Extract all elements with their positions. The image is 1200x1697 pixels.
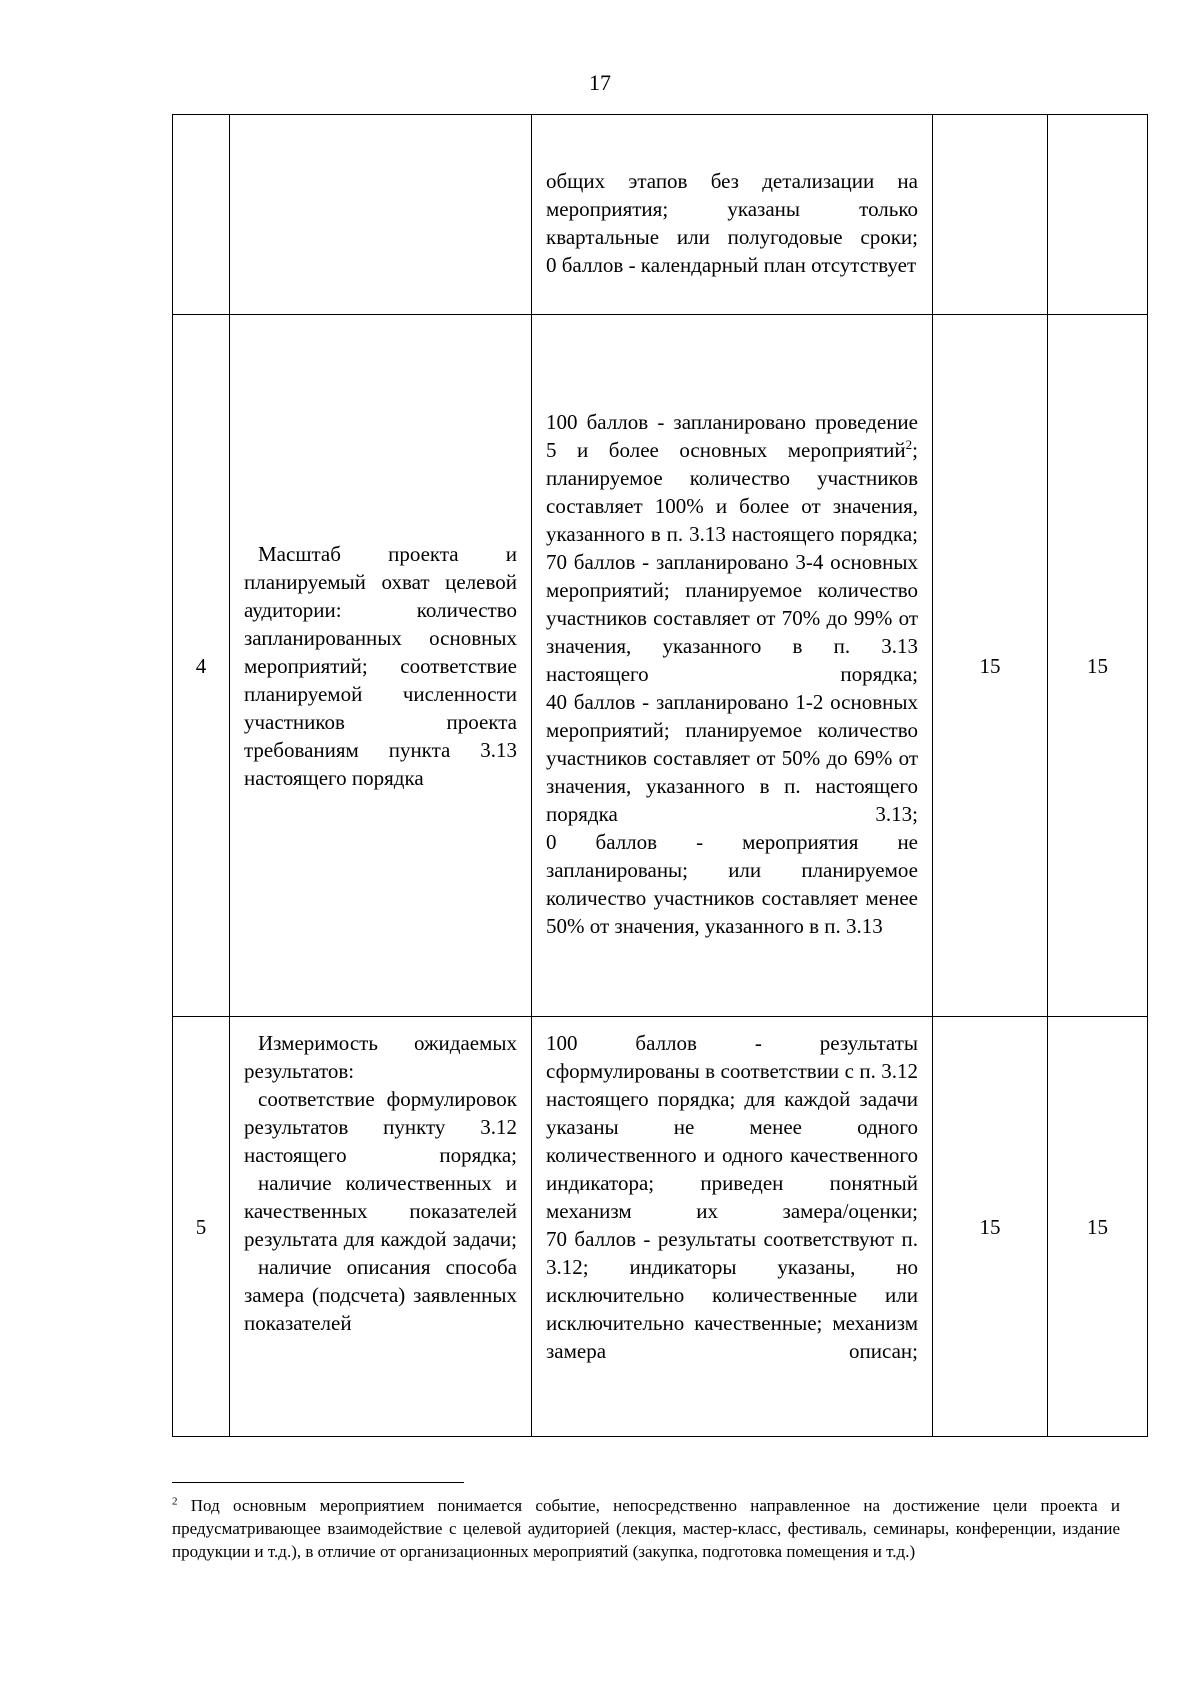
criterion-text: наличие количественных и качественных показателей результата для каждой задачи; [244,1171,517,1251]
max-points-cell: 15 [933,315,1048,1017]
description-paragraph: 100 баллов - результаты сформулированы в соответствии с п. 3.12 настоящего порядка; для каждой задачи указаны не менее одного количественного и одного качественного индикатора; приведен понятный механизм их замера/оценки; [546,1031,918,1223]
footnote-reference[interactable]: 2 [905,436,913,452]
description-paragraph: 70 баллов - результаты соответствуют п. 3.12; индикаторы указаны, но исключительно количественные или исключительно качественные; механизм замера описан; [546,1227,918,1363]
description-text: ; планируемое количество участников составляет 100% и более от значения, указанного в п. 3.13 настоящего порядка; [546,437,918,546]
criterion-text: Измеримость ожидаемых результатов: [244,1031,517,1083]
description-paragraph: 70 баллов - запланировано 3-4 основных мероприятий; планируемое количество участников составляет от 70% до 99% от значения, указанного в п. 3.13 настоящего порядка; [546,549,918,686]
description-text: 100 баллов - запланировано проведение 5 и более основных мероприятий [546,409,918,462]
criterion-text: соответствие формулировок результатов пункту 3.12 настоящего порядка; [244,1087,517,1167]
weight-cell [1048,115,1148,315]
max-points-cell [933,115,1048,315]
table-row [173,115,1148,315]
footnote [172,1494,1120,1563]
table-row [173,1017,1148,1437]
row-number: 5 [173,1017,230,1437]
weight-cell: 15 [1048,1017,1148,1437]
table-row [173,315,1148,1017]
description-paragraph: 0 баллов - мероприятия не запланированы; или планируемое количество участников составляет менее 50% от значения, указанного в п. 3.13 [546,829,918,938]
max-points-cell: 15 [933,1017,1048,1437]
description-cell [532,115,933,315]
criterion-cell [230,1017,532,1437]
footnote-text: Под основным мероприятием понимается событие, непосредственно направленное на достижение цели проекта и предусматривающее взаимодействие с целевой аудиторией (лекция, мастер-класс, фестиваль, семинары, конференции, издание продукции и т.д.), в отличие от организационных мероприятий (закупка, подготовка помещения и т.д.) [172,1496,1120,1561]
criterion-cell [230,315,532,1017]
criteria-table [172,114,1148,1437]
description-cell [532,315,933,1017]
page-number: 17 [589,70,611,95]
weight-cell: 15 [1048,315,1148,1017]
footnote-separator [172,1482,464,1483]
description-paragraph: 40 баллов - запланировано 1-2 основных мероприятий; планируемое количество участников составляет от 50% до 69% от значения, указанного в п. настоящего порядка 3.13; [546,689,918,826]
description-paragraph: 0 баллов - календарный план отсутствует [546,252,917,277]
description-paragraph: общих этапов без детализации на мероприятия; указаны только квартальные или полугодовые сроки; [546,168,918,249]
row-number [173,115,230,315]
description-cell [532,1017,933,1437]
row-number: 4 [173,315,230,1017]
criterion-cell [230,115,532,315]
criterion-text: Масштаб проекта и планируемый охват целевой аудитории: количество запланированных основных мероприятий; соответствие планируемой численности участников проекта требованиям пункта 3.13 настоящего порядка [244,541,517,790]
criterion-text: наличие описания способа замера (подсчета) заявленных показателей [244,1255,517,1335]
description-paragraph [546,408,918,548]
footnote-mark: 2 [172,1495,178,1508]
